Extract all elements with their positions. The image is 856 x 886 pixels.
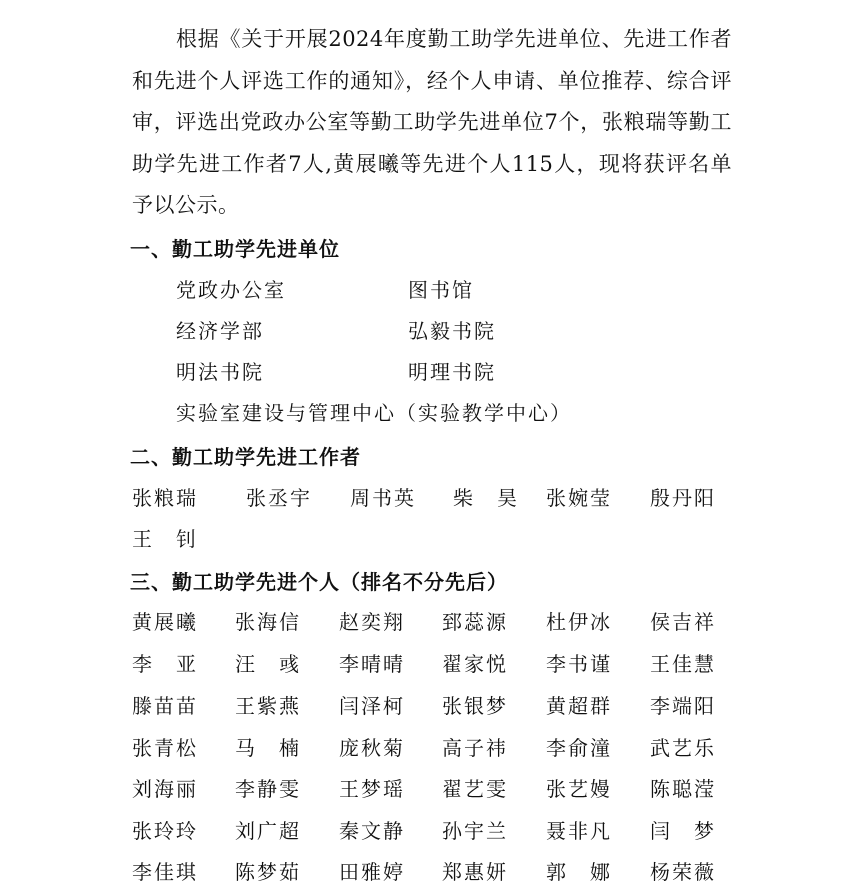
- unit-name: 经济学部: [176, 319, 264, 343]
- individual-name: 张玲玲: [132, 819, 198, 843]
- unit-name: 明法书院: [176, 360, 264, 384]
- section-heading-advanced-individuals: 三、勤工助学先进个人（排名不分先后）: [130, 570, 508, 594]
- unit-name: 明理书院: [408, 360, 496, 384]
- individual-name: 李端阳: [650, 694, 716, 718]
- intro-paragraph: 根据《关于开展2024年度勤工助学先进单位、先进工作者和先进个人评选工作的通知》，经个人申请、单位推荐、综合评审，评选出党政办公室等勤工助学先进单位7个，张粮瑞等勤工助学先进工作者7人,黄展曦等先进个人115人，现将获评名单予以公示。: [132, 27, 732, 217]
- section-heading-advanced-units: 一、勤工助学先进单位: [130, 237, 340, 261]
- individual-name: 李俞潼: [546, 736, 612, 760]
- worker-name: 殷丹阳: [650, 486, 716, 510]
- unit-row: [132, 274, 752, 304]
- worker-name: 张婉莹: [546, 486, 612, 510]
- individual-name: 马 楠: [235, 736, 301, 760]
- worker-name: 柴 昊: [453, 486, 519, 510]
- individual-name: 郑惠妍: [442, 860, 508, 884]
- individual-name: 庞秋菊: [339, 736, 405, 760]
- individual-name: 翟家悦: [442, 652, 508, 676]
- individual-row: [132, 856, 752, 886]
- unit-row: [132, 356, 752, 386]
- individual-name: 杜伊冰: [546, 610, 612, 634]
- individual-name: 李晴晴: [339, 652, 405, 676]
- individual-name: 陈聪滢: [650, 777, 716, 801]
- individual-name: 汪 彧: [235, 652, 301, 676]
- worker-row: [132, 523, 752, 553]
- individual-name: 李佳琪: [132, 860, 198, 884]
- individual-row: [132, 815, 752, 845]
- individual-name: 郭 娜: [546, 860, 612, 884]
- individual-name: 李书谨: [546, 652, 612, 676]
- individual-name: 田雅婷: [339, 860, 405, 884]
- individual-name: 刘海丽: [132, 777, 198, 801]
- individual-row: [132, 773, 752, 803]
- worker-name: 张粮瑞: [132, 486, 198, 510]
- individual-name: 张青松: [132, 736, 198, 760]
- individual-name: 闫泽柯: [339, 694, 405, 718]
- unit-row: [132, 315, 752, 345]
- individual-name: 武艺乐: [650, 736, 716, 760]
- individual-row: [132, 606, 752, 636]
- individual-name: 郅蕊源: [442, 610, 508, 634]
- individual-name: 赵奕翔: [339, 610, 405, 634]
- individual-row: [132, 690, 752, 720]
- individual-name: 王紫燕: [235, 694, 301, 718]
- section-heading-advanced-workers: 二、勤工助学先进工作者: [130, 445, 361, 469]
- individual-name: 翟艺雯: [442, 777, 508, 801]
- individual-name: 张海信: [235, 610, 301, 634]
- worker-name: 张丞宇: [246, 486, 312, 510]
- individual-name: 黄超群: [546, 694, 612, 718]
- unit-name: 弘毅书院: [408, 319, 496, 343]
- worker-name: 周书英: [350, 486, 416, 510]
- individual-row: [132, 648, 752, 678]
- worker-row: [132, 482, 752, 512]
- individual-name: 侯吉祥: [650, 610, 716, 634]
- worker-name: 王 钊: [132, 527, 198, 551]
- individual-name: 张艺嫚: [546, 777, 612, 801]
- individual-name: 王梦瑶: [339, 777, 405, 801]
- individual-name: 李静雯: [235, 777, 301, 801]
- unit-name: 实验室建设与管理中心（实验教学中心）: [176, 401, 572, 425]
- individual-name: 张银梦: [442, 694, 508, 718]
- individual-name: 高子祎: [442, 736, 508, 760]
- individual-name: 黄展曦: [132, 610, 198, 634]
- unit-name: 党政办公室: [176, 278, 286, 302]
- individual-name: 秦文静: [339, 819, 405, 843]
- individual-name: 滕苗苗: [132, 694, 198, 718]
- individual-name: 聂非凡: [546, 819, 612, 843]
- individual-name: 闫 梦: [650, 819, 716, 843]
- individual-name: 王佳慧: [650, 652, 716, 676]
- individual-name: 刘广超: [235, 819, 301, 843]
- unit-name: 图书馆: [408, 278, 474, 302]
- unit-row: [132, 397, 752, 427]
- individual-name: 杨荣薇: [650, 860, 716, 884]
- individual-row: [132, 732, 752, 762]
- individual-name: 孙宇兰: [442, 819, 508, 843]
- individual-name: 陈梦茹: [235, 860, 301, 884]
- individual-name: 李 亚: [132, 652, 198, 676]
